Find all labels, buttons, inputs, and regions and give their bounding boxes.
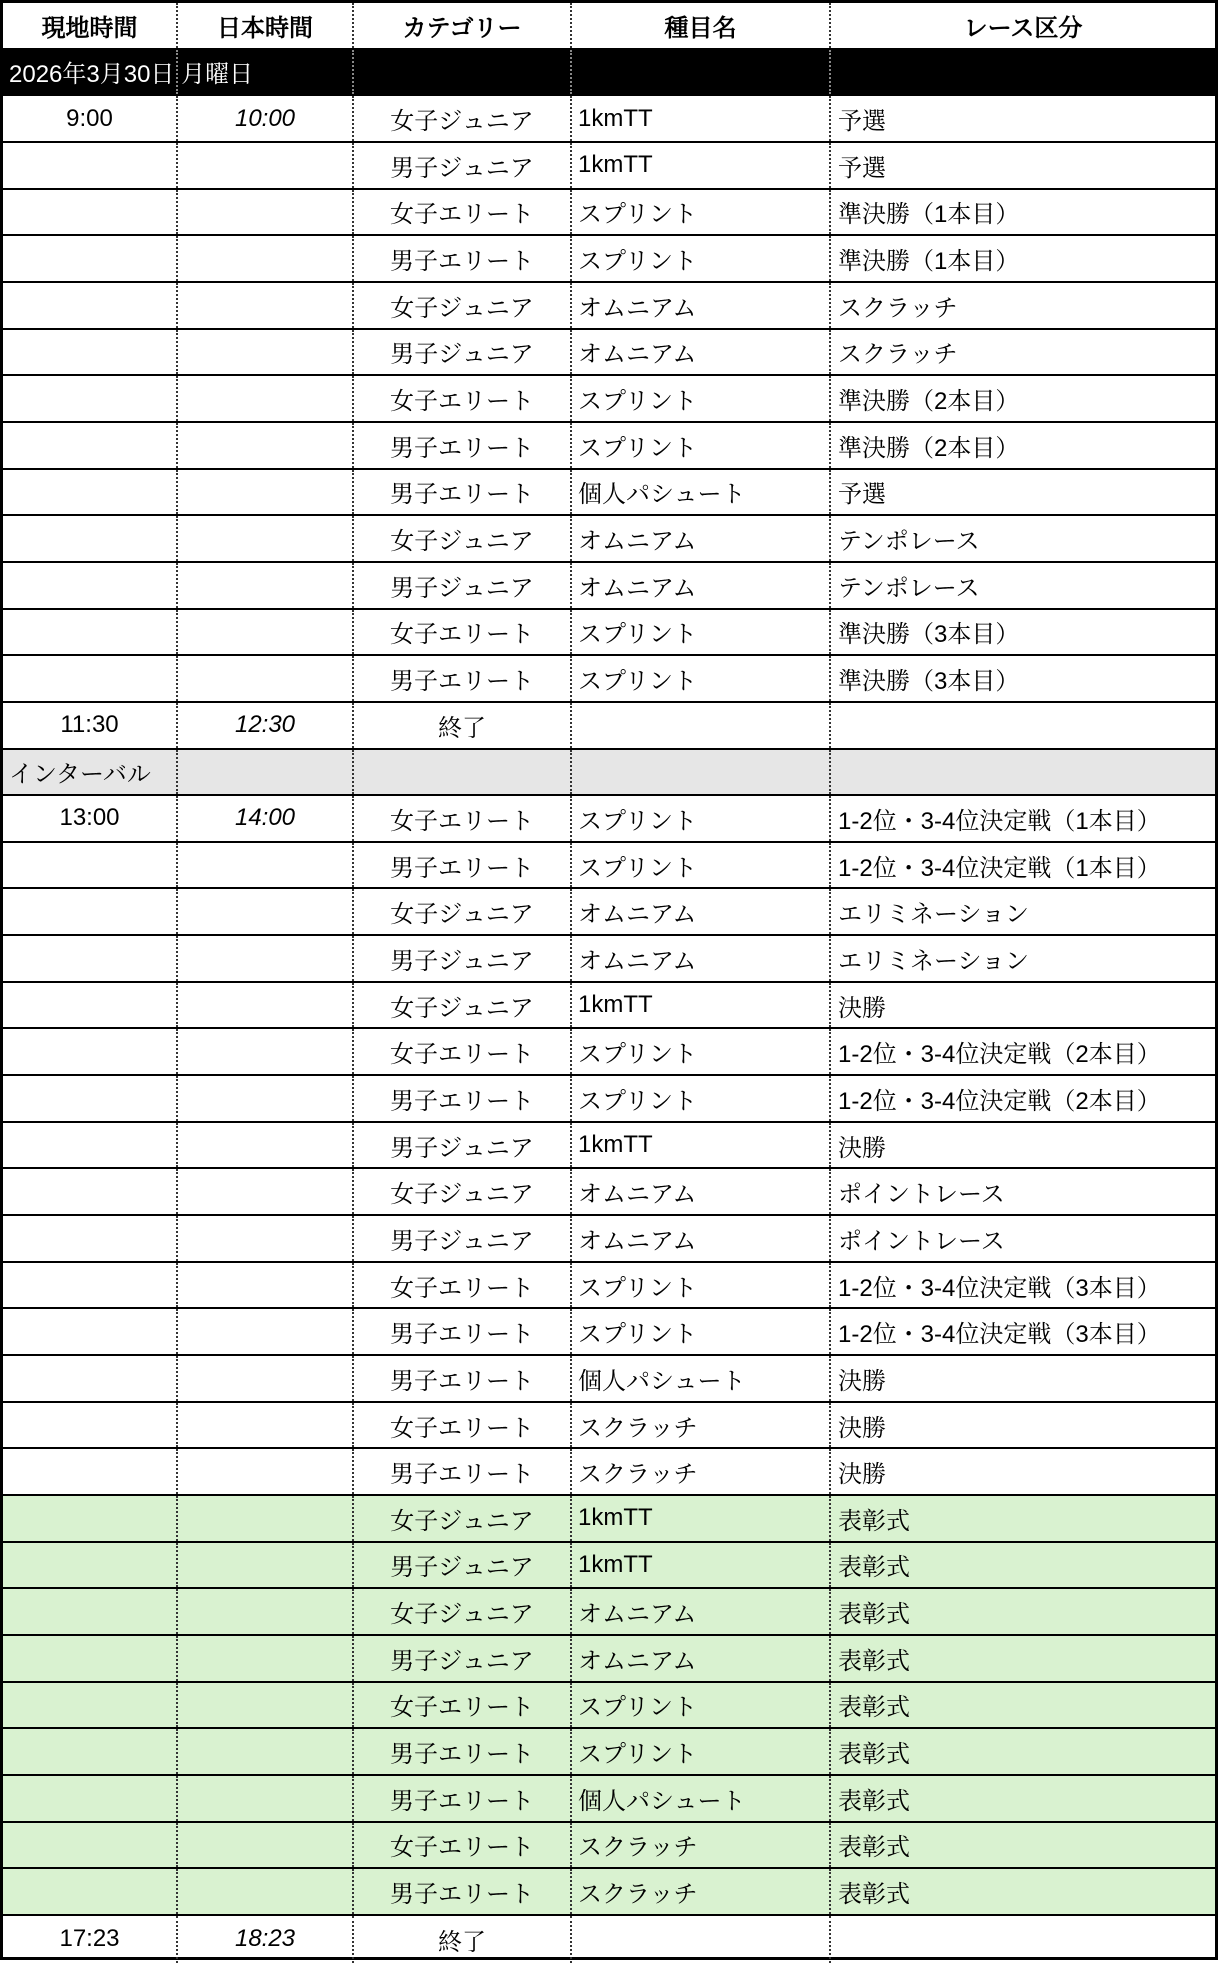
table-row bbox=[3, 1776, 1215, 1823]
cell-category: 女子ジュニア bbox=[354, 983, 572, 1028]
table-row bbox=[3, 516, 1215, 563]
cell-race-type: 準決勝（1本目） bbox=[838, 201, 1020, 229]
table-row bbox=[3, 843, 1215, 890]
cell-event: スクラッチ bbox=[572, 1869, 831, 1914]
cell-race-type: 表彰式 bbox=[838, 1694, 910, 1722]
cell-local-time bbox=[3, 1123, 178, 1168]
header-row bbox=[3, 3, 1215, 50]
header-local-time: 現地時間 bbox=[3, 3, 178, 48]
cell-japan-time bbox=[178, 1543, 354, 1588]
cell-local-time bbox=[3, 1729, 178, 1774]
table-row bbox=[3, 1403, 1215, 1450]
cell-japan-time bbox=[178, 1403, 354, 1448]
table-row bbox=[3, 983, 1215, 1030]
cell-race-type: エリミネーション bbox=[838, 947, 1030, 975]
cell-race-type: 表彰式 bbox=[838, 1647, 910, 1675]
cell-japan-time bbox=[178, 190, 354, 235]
table-row bbox=[3, 1543, 1215, 1590]
cell-japan-time bbox=[178, 1169, 354, 1214]
table-row bbox=[3, 563, 1215, 610]
cell-race-type: 予選 bbox=[838, 481, 886, 509]
cell-event: オムニアム bbox=[572, 1169, 831, 1214]
cell-event bbox=[572, 50, 831, 95]
table-row bbox=[3, 1729, 1215, 1776]
table-row bbox=[3, 1356, 1215, 1403]
cell-japan-time bbox=[178, 983, 354, 1028]
cell-local-time bbox=[3, 330, 178, 375]
cell-japan-time bbox=[178, 750, 354, 795]
cell-event: 1kmTT bbox=[572, 983, 831, 1028]
cell-japan-time bbox=[178, 1216, 354, 1261]
cell-category: 男子ジュニア bbox=[354, 563, 572, 608]
cell-japan-time bbox=[178, 1869, 354, 1914]
cell-event: スプリント bbox=[572, 1263, 831, 1308]
cell-local-time bbox=[3, 889, 178, 934]
date-row bbox=[3, 50, 1215, 97]
cell-local-time bbox=[3, 1263, 178, 1308]
cell-race-type: 表彰式 bbox=[838, 1881, 910, 1909]
cell-race-type: 決勝 bbox=[838, 994, 886, 1022]
cell-local-time bbox=[3, 983, 178, 1028]
cell-event: 1kmTT bbox=[572, 1123, 831, 1168]
cell-race-type: ポイントレース bbox=[838, 1181, 1005, 1209]
cell-race-type: 準決勝（3本目） bbox=[838, 668, 1020, 696]
cell-event: スクラッチ bbox=[572, 1449, 831, 1494]
cell-race-type: 1-2位・3-4位決定戦（2本目） bbox=[838, 1041, 1161, 1069]
cell-category: 女子ジュニア bbox=[354, 283, 572, 328]
table-row bbox=[3, 283, 1215, 330]
cell-japan-time: 12:30 bbox=[178, 703, 354, 748]
cell-japan-time bbox=[178, 423, 354, 468]
cell-local-time bbox=[3, 1636, 178, 1681]
cell-category bbox=[354, 750, 572, 795]
table-row bbox=[3, 889, 1215, 936]
cell-category: 男子エリート bbox=[354, 1776, 572, 1821]
cell-category: 男子エリート bbox=[354, 1309, 572, 1354]
table-row bbox=[3, 96, 1215, 143]
cell-race-type: 決勝 bbox=[838, 1461, 886, 1489]
cell-event: オムニアム bbox=[572, 1216, 831, 1261]
cell-japan-time bbox=[178, 1123, 354, 1168]
cell-event: スクラッチ bbox=[572, 1403, 831, 1448]
cell-local-time: 11:30 bbox=[3, 703, 178, 748]
cell-category bbox=[354, 50, 572, 95]
cell-local-time bbox=[3, 1449, 178, 1494]
cell-event: スプリント bbox=[572, 1683, 831, 1728]
cell-local-time bbox=[3, 1076, 178, 1121]
table-row bbox=[3, 1309, 1215, 1356]
cell-race-type: 表彰式 bbox=[838, 1554, 910, 1582]
table-row bbox=[3, 1496, 1215, 1543]
cell-japan-time bbox=[178, 1449, 354, 1494]
table-row bbox=[3, 1029, 1215, 1076]
cell-event: 個人パシュート bbox=[572, 1776, 831, 1821]
cell-race-type: 1-2位・3-4位決定戦（3本目） bbox=[838, 1274, 1161, 1302]
cell-race-type: 準決勝（3本目） bbox=[838, 621, 1020, 649]
cell-category: 男子エリート bbox=[354, 1076, 572, 1121]
cell-category: 男子ジュニア bbox=[354, 1216, 572, 1261]
cell-event bbox=[572, 750, 831, 795]
table-row bbox=[3, 1449, 1215, 1496]
cell-race-type: 表彰式 bbox=[838, 1507, 910, 1535]
cell-event bbox=[572, 1916, 831, 1963]
cell-local-time: 9:00 bbox=[3, 96, 178, 141]
cell-race-type: 表彰式 bbox=[838, 1787, 910, 1815]
cell-local-time: 13:00 bbox=[3, 796, 178, 841]
table-row bbox=[3, 423, 1215, 470]
cell-local-time bbox=[3, 143, 178, 188]
cell-event: 1kmTT bbox=[572, 96, 831, 141]
cell-category: 男子ジュニア bbox=[354, 1543, 572, 1588]
cell-japan-time bbox=[178, 610, 354, 655]
cell-japan-time bbox=[178, 470, 354, 515]
cell-category: 終了 bbox=[354, 703, 572, 748]
cell-japan-time bbox=[178, 376, 354, 421]
cell-race-type: 準決勝（1本目） bbox=[838, 248, 1020, 276]
cell-event: オムニアム bbox=[572, 1589, 831, 1634]
table-row bbox=[3, 143, 1215, 190]
cell-race-type: スクラッチ bbox=[838, 294, 958, 322]
cell-category: 女子ジュニア bbox=[354, 889, 572, 934]
cell-event: オムニアム bbox=[572, 330, 831, 375]
cell-event: スプリント bbox=[572, 376, 831, 421]
cell-japan-time bbox=[178, 563, 354, 608]
table-row bbox=[3, 656, 1215, 703]
table-row bbox=[3, 610, 1215, 657]
cell-race-type: 1-2位・3-4位決定戦（3本目） bbox=[838, 1321, 1161, 1349]
cell-event: スプリント bbox=[572, 1029, 831, 1074]
table-row bbox=[3, 1263, 1215, 1310]
cell-local-time bbox=[3, 843, 178, 888]
cell-category: 女子エリート bbox=[354, 376, 572, 421]
cell-category: 男子ジュニア bbox=[354, 1636, 572, 1681]
cell-race-type bbox=[831, 50, 1215, 95]
cell-japan-time bbox=[178, 843, 354, 888]
cell-race-type: エリミネーション bbox=[838, 901, 1030, 929]
cell-category: 男子エリート bbox=[354, 656, 572, 701]
cell-event: スプリント bbox=[572, 190, 831, 235]
cell-local-time bbox=[3, 423, 178, 468]
cell-race-type bbox=[831, 750, 1215, 795]
cell-category: 女子ジュニア bbox=[354, 96, 572, 141]
cell-japan-time bbox=[178, 1776, 354, 1821]
table-row bbox=[3, 936, 1215, 983]
cell-category: 男子ジュニア bbox=[354, 1123, 572, 1168]
cell-japan-time bbox=[178, 1076, 354, 1121]
table-row bbox=[3, 1216, 1215, 1263]
cell-local-time bbox=[3, 1683, 178, 1728]
cell-category: 女子ジュニア bbox=[354, 1589, 572, 1634]
cell-japan-time bbox=[178, 1729, 354, 1774]
cell-local-time bbox=[3, 236, 178, 281]
cell-event: オムニアム bbox=[572, 516, 831, 561]
cell-race-type: 1-2位・3-4位決定戦（2本目） bbox=[838, 1087, 1161, 1115]
cell-japan-time bbox=[178, 330, 354, 375]
cell-category: 女子ジュニア bbox=[354, 1496, 572, 1541]
table-row bbox=[3, 1589, 1215, 1636]
table-row bbox=[3, 1823, 1215, 1870]
cell-japan-time bbox=[178, 936, 354, 981]
cell-race-type: テンポレース bbox=[838, 574, 980, 602]
cell-japan-time bbox=[178, 656, 354, 701]
cell-local-time bbox=[3, 1216, 178, 1261]
table-row bbox=[3, 1683, 1215, 1730]
cell-local-time bbox=[3, 1869, 178, 1914]
table-row bbox=[3, 1916, 1215, 1963]
cell-local-time bbox=[3, 1309, 178, 1354]
cell-event: オムニアム bbox=[572, 283, 831, 328]
cell-race-type: ポイントレース bbox=[838, 1227, 1005, 1255]
cell-race-type bbox=[831, 703, 1215, 748]
cell-local-time bbox=[3, 1356, 178, 1401]
cell-category: 女子ジュニア bbox=[354, 1169, 572, 1214]
cell-category: 女子エリート bbox=[354, 1263, 572, 1308]
cell-event: 1kmTT bbox=[572, 1543, 831, 1588]
cell-category: 男子エリート bbox=[354, 1449, 572, 1494]
interval-label: インターバル bbox=[3, 750, 178, 795]
date-label: 2026年3月30日 月曜日 bbox=[3, 50, 178, 95]
cell-japan-time bbox=[178, 1589, 354, 1634]
cell-event: スプリント bbox=[572, 236, 831, 281]
cell-local-time bbox=[3, 1776, 178, 1821]
table-row bbox=[3, 796, 1215, 843]
cell-japan-time bbox=[178, 1309, 354, 1354]
cell-category: 男子エリート bbox=[354, 236, 572, 281]
cell-event: スプリント bbox=[572, 796, 831, 841]
table-row bbox=[3, 703, 1215, 750]
cell-race-type: 表彰式 bbox=[838, 1834, 910, 1862]
cell-japan-time bbox=[178, 889, 354, 934]
cell-event: オムニアム bbox=[572, 563, 831, 608]
cell-local-time: 17:23 bbox=[3, 1916, 178, 1963]
cell-category: 女子エリート bbox=[354, 1403, 572, 1448]
table-row bbox=[3, 1076, 1215, 1123]
cell-local-time bbox=[3, 656, 178, 701]
cell-category: 男子ジュニア bbox=[354, 143, 572, 188]
cell-event: オムニアム bbox=[572, 936, 831, 981]
cell-japan-time bbox=[178, 143, 354, 188]
cell-event: 1kmTT bbox=[572, 143, 831, 188]
cell-category: 男子エリート bbox=[354, 843, 572, 888]
table-row bbox=[3, 190, 1215, 237]
cell-category: 女子エリート bbox=[354, 1029, 572, 1074]
cell-category: 男子エリート bbox=[354, 423, 572, 468]
cell-category: 男子エリート bbox=[354, 1729, 572, 1774]
table-row bbox=[3, 470, 1215, 517]
cell-race-type: 予選 bbox=[838, 108, 886, 136]
table-row bbox=[3, 1869, 1215, 1916]
cell-local-time bbox=[3, 190, 178, 235]
cell-event: オムニアム bbox=[572, 889, 831, 934]
cell-category: 男子エリート bbox=[354, 1869, 572, 1914]
cell-local-time bbox=[3, 563, 178, 608]
cell-local-time bbox=[3, 936, 178, 981]
cell-category: 女子エリート bbox=[354, 796, 572, 841]
table-row bbox=[3, 376, 1215, 423]
cell-event: スプリント bbox=[572, 656, 831, 701]
cell-race-type: 決勝 bbox=[838, 1414, 886, 1442]
cell-local-time bbox=[3, 376, 178, 421]
cell-category: 女子エリート bbox=[354, 1683, 572, 1728]
cell-event: 個人パシュート bbox=[572, 1356, 831, 1401]
cell-local-time bbox=[3, 283, 178, 328]
cell-event: スプリント bbox=[572, 610, 831, 655]
cell-local-time bbox=[3, 1823, 178, 1868]
cell-japan-time bbox=[178, 1496, 354, 1541]
cell-event: スプリント bbox=[572, 423, 831, 468]
cell-race-type: テンポレース bbox=[838, 528, 980, 556]
header-event: 種目名 bbox=[572, 3, 831, 48]
cell-category: 男子エリート bbox=[354, 470, 572, 515]
cell-local-time bbox=[3, 1403, 178, 1448]
header-japan-time: 日本時間 bbox=[178, 3, 354, 48]
cell-japan-time: 18:23 bbox=[178, 1916, 354, 1963]
table-row bbox=[3, 1636, 1215, 1683]
cell-race-type: スクラッチ bbox=[838, 341, 958, 369]
cell-race-type: 準決勝（2本目） bbox=[838, 434, 1020, 462]
cell-japan-time: 10:00 bbox=[178, 96, 354, 141]
cell-japan-time bbox=[178, 1356, 354, 1401]
cell-race-type: 決勝 bbox=[838, 1367, 886, 1395]
cell-local-time bbox=[3, 1496, 178, 1541]
cell-race-type: 表彰式 bbox=[838, 1601, 910, 1629]
cell-japan-time bbox=[178, 1263, 354, 1308]
cell-race-type bbox=[831, 1916, 1215, 1963]
cell-category: 男子エリート bbox=[354, 1356, 572, 1401]
cell-race-type: 表彰式 bbox=[838, 1741, 910, 1769]
cell-local-time bbox=[3, 1543, 178, 1588]
cell-race-type: 準決勝（2本目） bbox=[838, 388, 1020, 416]
table-row bbox=[3, 1123, 1215, 1170]
cell-local-time bbox=[3, 470, 178, 515]
cell-category: 男子ジュニア bbox=[354, 936, 572, 981]
cell-japan-time bbox=[178, 236, 354, 281]
interval-row bbox=[3, 750, 1215, 797]
cell-event bbox=[572, 703, 831, 748]
table-row bbox=[3, 1169, 1215, 1216]
cell-category: 終了 bbox=[354, 1916, 572, 1963]
cell-local-time bbox=[3, 1169, 178, 1214]
cell-event: 1kmTT bbox=[572, 1496, 831, 1541]
cell-japan-time bbox=[178, 1823, 354, 1868]
cell-japan-time bbox=[178, 283, 354, 328]
cell-event: スプリント bbox=[572, 1076, 831, 1121]
header-race-type: レース区分 bbox=[963, 14, 1083, 42]
cell-local-time bbox=[3, 1029, 178, 1074]
cell-category: 女子ジュニア bbox=[354, 516, 572, 561]
cell-event: スプリント bbox=[572, 843, 831, 888]
cell-race-type: 予選 bbox=[838, 154, 886, 182]
cell-race-type: 1-2位・3-4位決定戦（1本目） bbox=[838, 807, 1161, 835]
cell-event: スプリント bbox=[572, 1729, 831, 1774]
cell-event: オムニアム bbox=[572, 1636, 831, 1681]
cell-japan-time bbox=[178, 516, 354, 561]
cell-local-time bbox=[3, 1589, 178, 1634]
cell-local-time bbox=[3, 610, 178, 655]
cell-event: 個人パシュート bbox=[572, 470, 831, 515]
cell-category: 女子エリート bbox=[354, 1823, 572, 1868]
table-row bbox=[3, 330, 1215, 377]
cell-japan-time bbox=[178, 1683, 354, 1728]
cell-local-time bbox=[3, 516, 178, 561]
cell-race-type: 決勝 bbox=[838, 1134, 886, 1162]
cell-japan-time: 14:00 bbox=[178, 796, 354, 841]
cell-category: 女子エリート bbox=[354, 610, 572, 655]
cell-race-type: 1-2位・3-4位決定戦（1本目） bbox=[838, 854, 1161, 882]
cell-category: 男子ジュニア bbox=[354, 330, 572, 375]
cell-category: 女子エリート bbox=[354, 190, 572, 235]
cell-event: スプリント bbox=[572, 1309, 831, 1354]
table-row bbox=[3, 236, 1215, 283]
header-category: カテゴリー bbox=[354, 3, 572, 48]
cell-japan-time bbox=[178, 1029, 354, 1074]
cell-japan-time bbox=[178, 1636, 354, 1681]
cell-event: スクラッチ bbox=[572, 1823, 831, 1868]
